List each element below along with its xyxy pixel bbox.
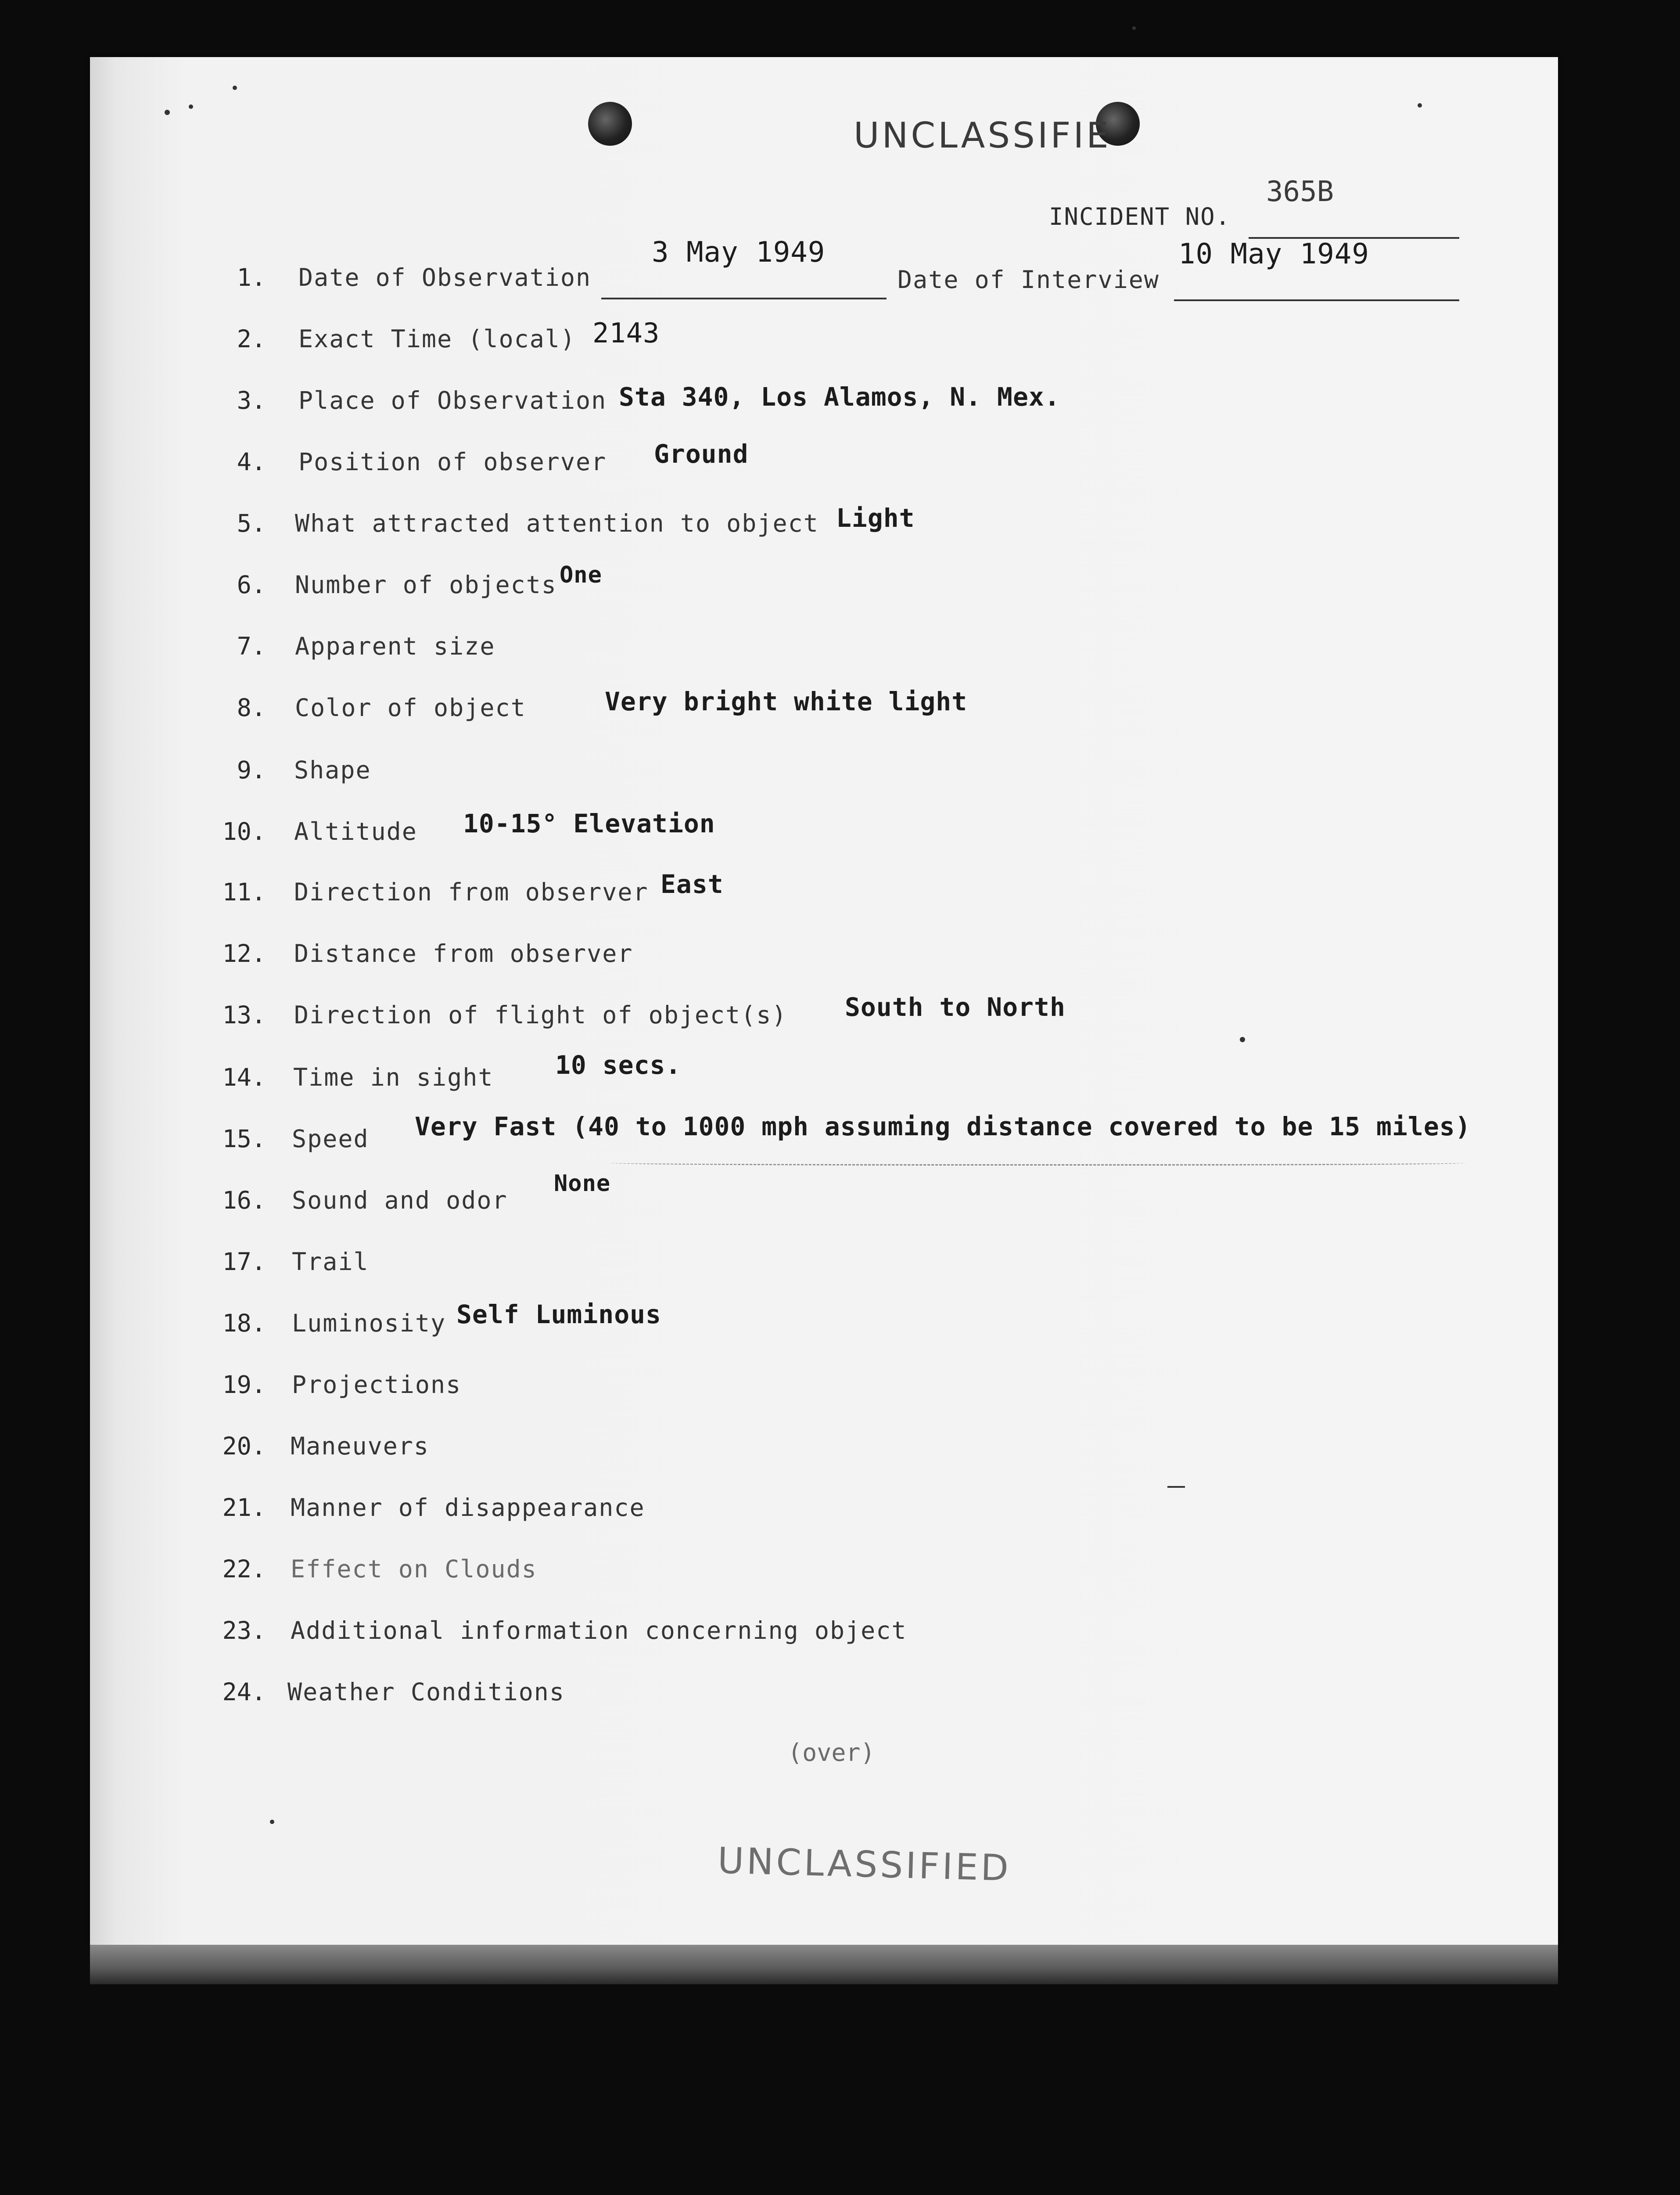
field-row (0, 317, 1680, 360)
field-label: Color of object (295, 694, 526, 722)
incident-number: 365B (1266, 176, 1334, 208)
field-label: Sound and odor (292, 1186, 508, 1214)
field-row (0, 382, 1680, 421)
field-number: 19. (222, 1371, 266, 1399)
field-label: Place of Observation (298, 386, 607, 414)
field-label: Manner of disappearance (291, 1493, 645, 1522)
field-label: Number of objects (295, 571, 557, 599)
field-value: 3 May 1949 (652, 236, 826, 269)
field-value: Very Fast (40 to 1000 mph assuming distance covered to be 15 miles) (415, 1112, 1471, 1141)
field-label: Exact Time (local) (298, 325, 576, 353)
field-label: Luminosity (292, 1309, 446, 1337)
field-label: Maneuvers (291, 1432, 430, 1460)
field-number: 22. (222, 1555, 266, 1583)
field-number: 10. (222, 817, 266, 846)
field-number: 23. (222, 1616, 266, 1644)
field-value: 2143 (592, 317, 660, 349)
field-value: Ground (654, 439, 749, 469)
incident-label: INCIDENT NO. (1049, 203, 1231, 230)
field-number: 20. (222, 1432, 266, 1460)
field-value: South to North (845, 992, 1066, 1022)
field-row (0, 632, 1680, 667)
field-value: None (554, 1170, 611, 1197)
field-row (0, 1678, 1680, 1713)
field-label: Direction of flight of object(s) (294, 1001, 787, 1029)
field-row (0, 1616, 1680, 1652)
field-value: Sta 340, Los Alamos, N. Mex. (619, 382, 1060, 412)
field-number: 3. (237, 386, 266, 414)
field-number: 16. (222, 1186, 266, 1214)
classification-stamp-bottom: UNCLASSIFIED (717, 1840, 1012, 1889)
field-label: Time in sight (293, 1063, 494, 1091)
field-value: 10-15° Elevation (463, 809, 715, 838)
interview-underline (1174, 299, 1459, 301)
speck-mark (165, 110, 170, 115)
field-number: 12. (222, 939, 266, 968)
field-value: Very bright white light (605, 687, 968, 716)
field-number: 24. (222, 1678, 266, 1706)
field-label: Additional information concerning object (291, 1616, 907, 1644)
field-row (0, 939, 1680, 975)
speck-mark (233, 86, 237, 90)
field-label: Date of Observation (298, 263, 592, 291)
field-row (0, 439, 1680, 483)
field-row (0, 1555, 1680, 1590)
field-label: Speed (292, 1125, 369, 1153)
speck-mark (189, 104, 193, 109)
field-number: 11. (222, 878, 266, 906)
field-number: 8. (237, 694, 266, 722)
speed-underline (610, 1159, 1466, 1166)
mount-edge (90, 1945, 1558, 1984)
field-number: 5. (237, 509, 266, 537)
field-label: Apparent size (295, 632, 495, 660)
field-label: What attracted attention to object (295, 509, 819, 537)
speck-mark (1418, 103, 1422, 108)
field-row (0, 1493, 1680, 1529)
field-row (0, 687, 1680, 729)
field-number: 4. (237, 448, 266, 476)
field-label: Effect on Clouds (291, 1555, 537, 1583)
field-label: Direction from observer (294, 878, 649, 906)
field-row (0, 562, 1680, 606)
field-value: Light (836, 503, 915, 533)
field-label: Distance from observer (294, 939, 633, 968)
speck-mark (1240, 1037, 1245, 1042)
field-label: Weather Conditions (287, 1678, 565, 1706)
speck-mark (1132, 26, 1136, 30)
field-value: 10 secs. (555, 1050, 682, 1080)
classification-stamp-top: UNCLASSIFIE (854, 115, 1111, 156)
field-row (0, 992, 1680, 1036)
field-number: 15. (222, 1125, 266, 1153)
field-value: Self Luminous (456, 1299, 661, 1329)
field-underline (601, 298, 887, 299)
field-number: 13. (222, 1001, 266, 1029)
field-row (0, 1299, 1680, 1344)
speck-mark (270, 1820, 274, 1824)
field-number: 21. (222, 1493, 266, 1522)
field-row (0, 1432, 1680, 1467)
field-value: East (661, 869, 724, 899)
field-number: 9. (237, 756, 266, 784)
field-label: Position of observer (298, 448, 607, 476)
field-number: 18. (222, 1309, 266, 1337)
field-row (0, 1050, 1680, 1098)
punch-hole-left (588, 102, 632, 146)
field-value: One (560, 562, 602, 588)
field-number: 6. (237, 571, 266, 599)
field-number: 7. (237, 632, 266, 660)
field-number: 1. (237, 263, 266, 291)
field-label: Projections (292, 1371, 462, 1399)
field-number: 14. (222, 1063, 266, 1091)
field-row (0, 809, 1680, 853)
field-row (0, 1248, 1680, 1283)
interview-label: Date of Interview (897, 266, 1159, 294)
field-row (0, 869, 1680, 913)
field-label: Altitude (294, 817, 417, 846)
field-label: Trail (292, 1248, 369, 1276)
field-label: Shape (294, 756, 371, 784)
field-row (0, 503, 1680, 544)
field-row (0, 756, 1680, 791)
speck-mark (1167, 1486, 1185, 1488)
over-note: (over) (788, 1738, 875, 1767)
field-number: 2. (237, 325, 266, 353)
interview-value: 10 May 1949 (1178, 238, 1369, 270)
field-row (0, 1112, 1680, 1160)
field-row (0, 236, 1680, 299)
field-number: 17. (222, 1248, 266, 1276)
field-row (0, 1170, 1680, 1221)
field-row (0, 1371, 1680, 1406)
